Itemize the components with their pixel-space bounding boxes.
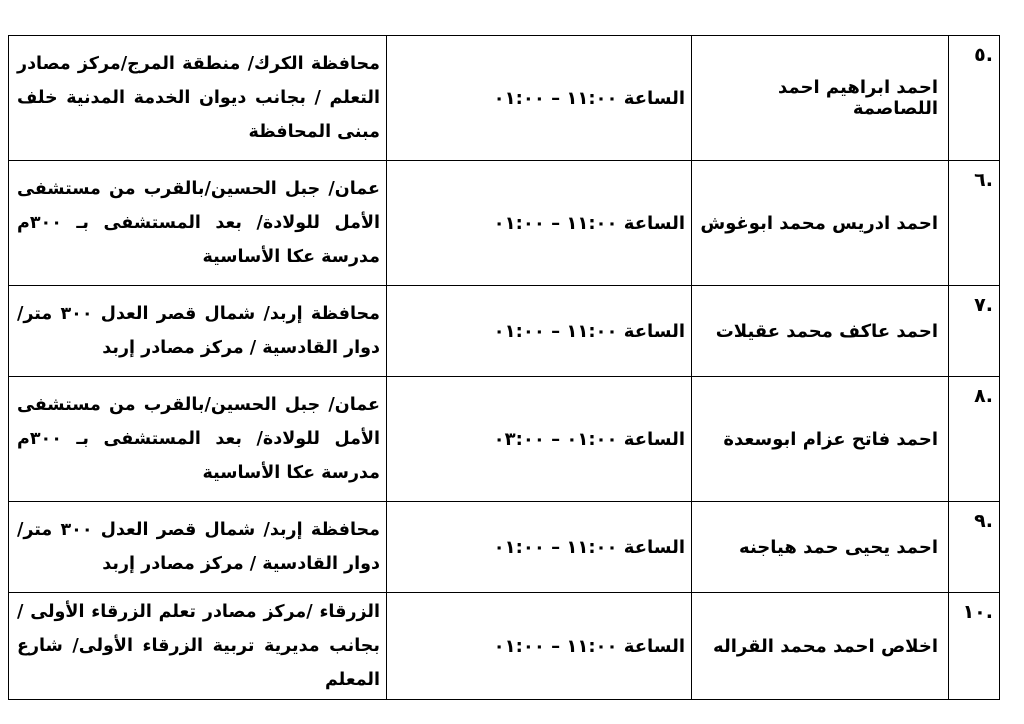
- row-number: .٦: [949, 161, 1000, 286]
- exam-location: عمان/ جبل الحسين/بالقرب من مستشفى الأمل للولادة/ بعد المستشفى بـ ٣٠٠م مدرسة عكا الأساسية: [9, 161, 387, 286]
- exam-location: محافظة الكرك/ منطقة المرج/مركز مصادر التعلم / بجانب ديوان الخدمة المدنية خلف مبنى المحافظة: [9, 36, 387, 161]
- exam-location: محافظة إربد/ شمال قصر العدل ٣٠٠ متر/ دوار القادسية / مركز مصادر إربد: [9, 286, 387, 377]
- row-number: .١٠: [949, 593, 1000, 700]
- candidate-name: احمد فاتح عزام ابوسعدة: [692, 377, 949, 502]
- exam-time: الساعة ١١:٠٠ – ٠١:٠٠: [387, 502, 692, 593]
- row-number: .٥: [949, 36, 1000, 161]
- table-row: [9, 286, 1000, 377]
- row-number: .٩: [949, 502, 1000, 593]
- exam-time: الساعة ١١:٠٠ – ٠١:٠٠: [387, 36, 692, 161]
- row-number: .٧: [949, 286, 1000, 377]
- candidate-name: احمد عاكف محمد عقيلات: [692, 286, 949, 377]
- exam-time: الساعة ١١:٠٠ – ٠١:٠٠: [387, 286, 692, 377]
- table-row: [9, 593, 1000, 700]
- table-row: [9, 161, 1000, 286]
- candidate-name: احمد يحيى حمد هياجنه: [692, 502, 949, 593]
- table-row: [9, 502, 1000, 593]
- exam-time: الساعة ٠١:٠٠ – ٠٣:٠٠: [387, 377, 692, 502]
- schedule-table: [8, 35, 1000, 700]
- candidate-name: اخلاص احمد محمد القراله: [692, 593, 949, 700]
- table-row: [9, 377, 1000, 502]
- exam-time: الساعة ١١:٠٠ – ٠١:٠٠: [387, 161, 692, 286]
- exam-location: محافظة إربد/ شمال قصر العدل ٣٠٠ متر/ دوار القادسية / مركز مصادر إربد: [9, 502, 387, 593]
- exam-location: الزرقاء /مركز مصادر تعلم الزرقاء الأولى /بجانب مديرية تربية الزرقاء الأولى/ شارع المعلم: [9, 593, 387, 700]
- exam-time: الساعة ١١:٠٠ – ٠١:٠٠: [387, 593, 692, 700]
- table-row: [9, 36, 1000, 161]
- candidate-name: احمد ابراهيم احمد اللصاصمة: [692, 36, 949, 161]
- row-number: .٨: [949, 377, 1000, 502]
- candidate-name: احمد ادريس محمد ابوغوش: [692, 161, 949, 286]
- exam-location: عمان/ جبل الحسين/بالقرب من مستشفى الأمل للولادة/ بعد المستشفى بـ ٣٠٠م مدرسة عكا الأساسية: [9, 377, 387, 502]
